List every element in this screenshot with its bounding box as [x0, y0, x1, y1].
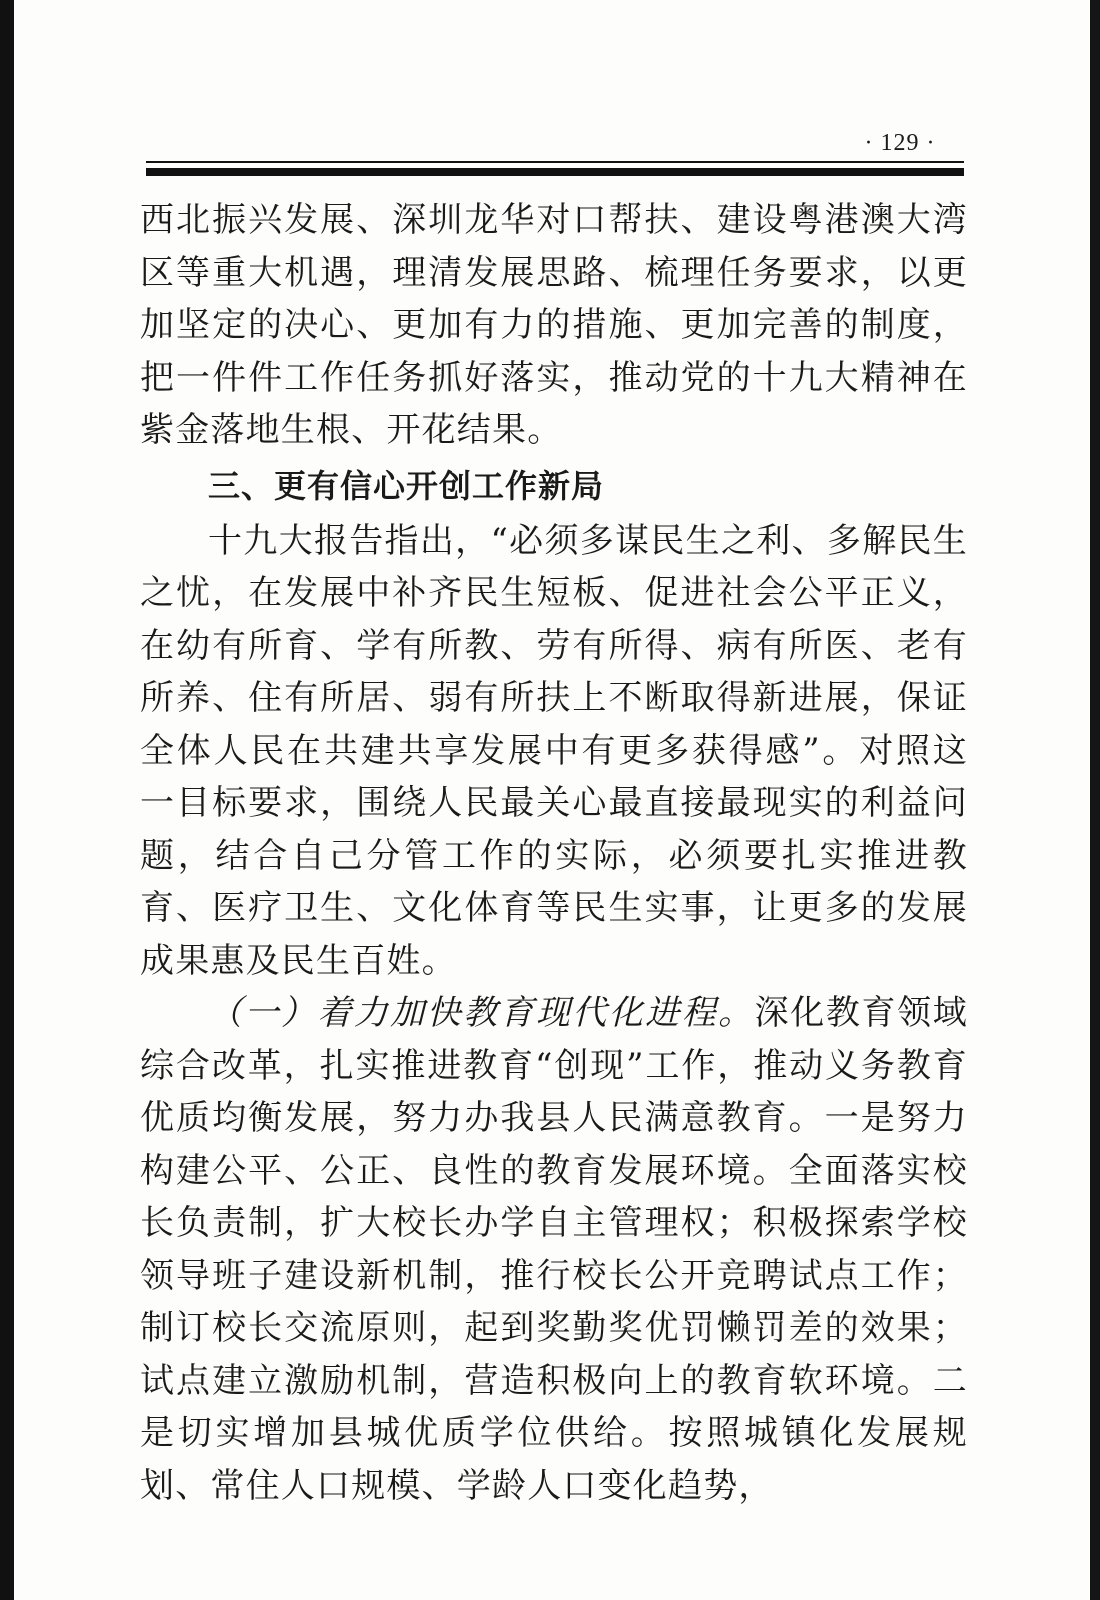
scan-edge-right	[1090, 0, 1100, 1600]
paragraph-report-quote: 十九大报告指出，“必须多谋民生之利、多解民生之忧，在发展中补齐民生短板、促进社会公平正义，在幼有所育、学有所教、劳有所得、病有所医、老有所养、住有所居、弱有所扶上不断取得新进展，保证全体人民在共建共享发展中有更多获得感”。对照这一目标要求，围绕人民最关心最直接最现实的利益问题，结合自己分管工作的实际，必须要扎实推进教育、医疗卫生、文化体育等民生实事，让更多的发展成果惠及民生百姓。	[140, 520, 968, 981]
page-body	[140, 194, 968, 1512]
section-heading: 三、更有信心开创工作新局	[208, 466, 605, 505]
paragraph-education	[140, 987, 968, 1512]
page-number: · 129 ·	[864, 130, 936, 156]
header-rule-thick	[146, 168, 964, 176]
header-rule-thin	[146, 161, 964, 163]
paragraph-continued: 西北振兴发展、深圳龙华对口帮扶、建设粤港澳大湾区等重大机遇，理清发展思路、梳理任务要求，以更加坚定的决心、更加有力的措施、更加完善的制度，把一件件工作任务抓好落实，推动党的十九大精神在紫金落地生根、开花结果。	[140, 200, 968, 450]
scan-edge-left	[0, 0, 14, 1600]
subsection-lead: （一）着力加快教育现代化进程。	[208, 993, 755, 1033]
paragraph-education-body: 深化教育领域综合改革，扎实推进教育“创现”工作，推动义务教育优质均衡发展，努力办我县人民满意教育。一是努力构建公平、公正、良性的教育发展环境。全面落实校长负责制，扩大校长办学自主管理权；积极探索学校领导班子建设新机制，推行校长公开竞聘试点工作；制订校长交流原则，起到奖勤奖优罚懒罚差的效果；试点建立激励机制，营造积极向上的教育软环境。二是切实增加县城优质学位供给。按照城镇化发展规划、常住人口规模、学龄人口变化趋势，	[140, 993, 969, 1506]
